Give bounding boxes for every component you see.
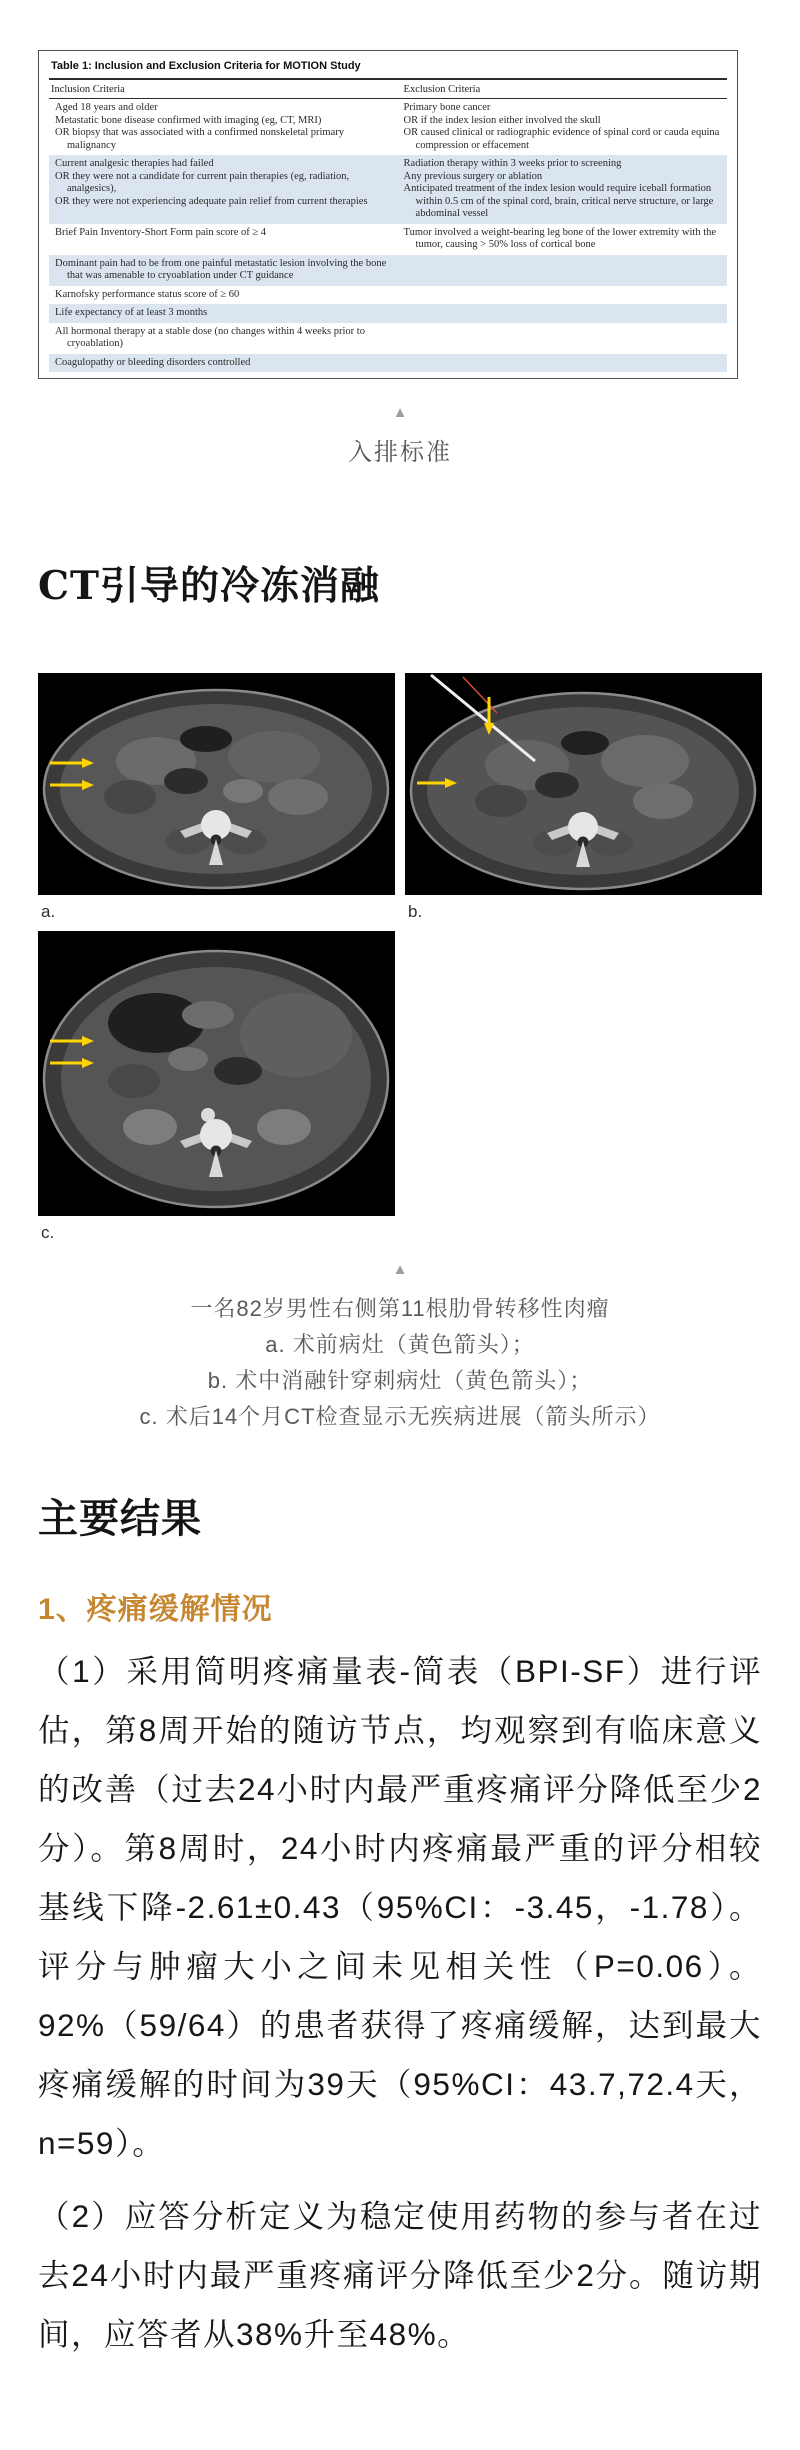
kidney-left	[257, 1109, 311, 1145]
criteria-item: Life expectancy of at least 3 months	[55, 307, 208, 318]
exclusion-cell	[402, 289, 727, 302]
criteria-item: OR caused clinical or radiographic evidence of spinal cord or cauda equina compression or effacement	[403, 127, 720, 151]
criteria-item: Current analgesic therapies had failed	[55, 158, 214, 169]
figure-caption-line: c. 术后14个月CT检查显示无疾病进展（箭头所示）	[139, 1404, 661, 1429]
criteria-item: Karnofsky performance status score of ≥ 60	[55, 288, 240, 300]
inclusion-cell	[49, 326, 402, 351]
ct-figure-row-2	[38, 931, 762, 1252]
results-heading: 主要结果	[38, 1495, 202, 1542]
criteria-item: Radiation therapy within 3 weeks prior to screening	[403, 158, 622, 169]
exclusion-cell	[402, 326, 727, 351]
ct-figure-b	[405, 673, 762, 931]
figure-caption	[38, 1291, 762, 1435]
criteria-item: Brief Pain Inventory-Short Form pain score of ≥ 4	[55, 226, 267, 238]
table-header-row	[49, 80, 727, 99]
table-caption: 入排标准	[348, 439, 452, 466]
criteria-item: OR biopsy that was associated with a confirmed nonskeletal primary malignancy	[55, 127, 344, 151]
table-title: Table 1: Inclusion and Exclusion Criteria for MOTION Study	[49, 57, 727, 80]
ct-figure-a	[38, 673, 395, 931]
exclusion-cell	[402, 357, 727, 370]
article-content	[0, 50, 800, 2364]
criteria-item: Metastatic bone disease confirmed with imaging (eg, CT, MRI)	[55, 114, 322, 126]
cryoablation-heading: CT引导的冷冻消融	[38, 563, 381, 609]
criteria-item: Primary bone cancer	[403, 102, 491, 113]
figure-caption-line: 一名82岁男性右侧第11根肋骨转移性肉瘤	[190, 1296, 610, 1321]
results-paragraphs	[38, 1642, 762, 2364]
table-row	[49, 286, 727, 305]
table-row	[49, 255, 727, 286]
inclusion-cell	[49, 258, 402, 283]
inclusion-cell	[49, 227, 402, 252]
criteria-item: Aged 18 years and older	[55, 102, 158, 113]
criteria-item: All hormonal therapy at a stable dose (no changes within 4 weeks prior to cryoablation)	[55, 325, 365, 349]
exclusion-column-header: Exclusion Criteria	[403, 84, 481, 95]
exclusion-cell	[402, 102, 727, 152]
exclusion-cell	[402, 307, 727, 320]
body-paragraph: （2）应答分析定义为稳定使用药物的参与者在过去24小时内最严重疼痛评分降低至少2分。随访期间，应答者从38%升至48%。	[38, 2198, 762, 2352]
body-paragraph: （1）采用简明疼痛量表-简表（BPI-SF）进行评估，第8周开始的随访节点，均观察到有临床意义的改善（过去24小时内最严重疼痛评分降低至少2分）。第8周时，24小时内疼痛最严重的评分相较基线下降-2.61±0.43（95%CI：-3.45，-1.78）。评分与肿瘤大小之间未见相关性（P=0.06）。92%（59/64）的患者获得了疼痛缓解，达到最大疼痛缓解的时间为39天（95%CI：43.7,72.4天，n=59）。	[38, 1653, 762, 2161]
ct-figure-c	[38, 931, 395, 1252]
inclusion-cell	[49, 357, 402, 370]
figure-caption-line: a. 术前病灶（黄色箭头）；	[265, 1332, 535, 1357]
exclusion-cell	[402, 227, 727, 252]
ct-figure-panel	[38, 673, 762, 1435]
ct-scan-b	[405, 673, 762, 895]
table-row	[49, 304, 727, 323]
criteria-item: Dominant pain had to be from one painful metastatic lesion involving the bone that was amenable to cryoablation under CT guidance	[55, 257, 387, 281]
fold-triangle-icon: ▲	[392, 1261, 408, 1278]
table-row	[49, 354, 727, 373]
criteria-table	[38, 50, 738, 379]
exclusion-cell	[402, 158, 727, 221]
table-row	[49, 323, 727, 354]
ct-label-b: b.	[408, 902, 423, 921]
criteria-item: Anticipated treatment of the index lesion would require iceball formation within 0.5 cm of the spinal cord, brain, critical nerve structure, or large abdominal vessel	[403, 183, 714, 219]
pain-relief-subheading: 1、疼痛缓解情况	[38, 1593, 273, 1626]
ct-scan-c	[38, 931, 395, 1216]
table-row	[49, 155, 727, 224]
inclusion-cell	[49, 289, 402, 302]
ct-label-a: a.	[41, 902, 56, 921]
inclusion-cell	[49, 158, 402, 221]
criteria-item: OR they were not experiencing adequate pain relief from current therapies	[55, 195, 368, 207]
table-row	[49, 224, 727, 255]
criteria-table-rows	[49, 99, 727, 372]
inclusion-cell	[49, 102, 402, 152]
inclusion-cell	[49, 307, 402, 320]
fold-triangle-icon: ▲	[392, 404, 408, 421]
ct-label-c: c.	[41, 1223, 55, 1242]
ct-figure-row-1	[38, 673, 762, 931]
table-row	[49, 99, 727, 155]
kidney-right	[123, 1109, 177, 1145]
criteria-item: OR if the index lesion either involved the skull	[403, 114, 601, 126]
inclusion-column-header: Inclusion Criteria	[51, 84, 125, 95]
criteria-item: Coagulopathy or bleeding disorders controlled	[55, 356, 251, 368]
criteria-item: Any previous surgery or ablation	[403, 170, 543, 182]
exclusion-cell	[402, 258, 727, 283]
ct-scan-a	[38, 673, 395, 895]
criteria-item: Tumor involved a weight-bearing leg bone of the lower extremity with the tumor, causing > 50% loss of cortical bone	[403, 226, 717, 250]
criteria-item: OR they were not a candidate for current pain therapies (eg, radiation, analgesics),	[55, 170, 350, 194]
figure-caption-line: b. 术中消融针穿刺病灶（黄色箭头）；	[207, 1368, 593, 1393]
